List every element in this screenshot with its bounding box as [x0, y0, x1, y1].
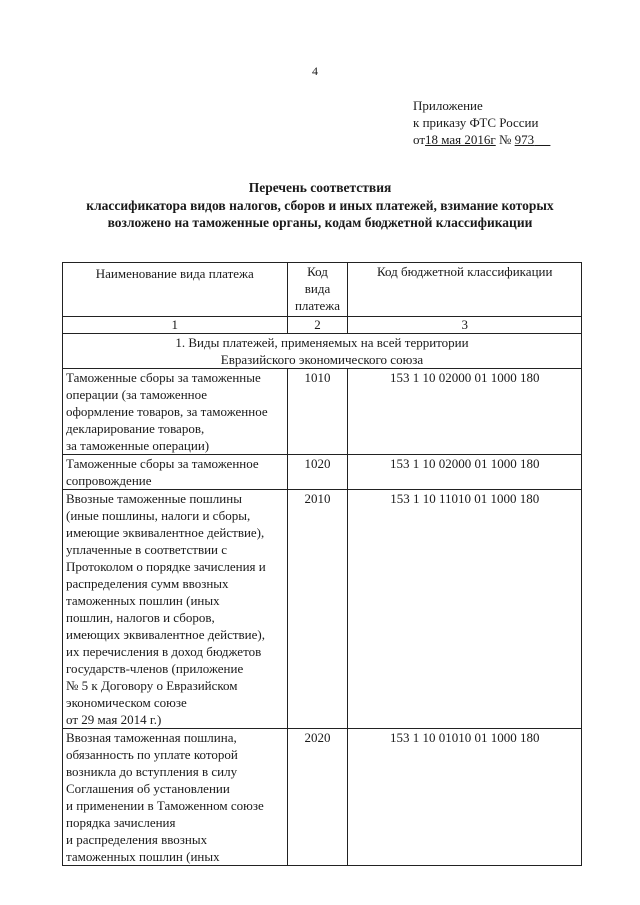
- header-code-line: платежа: [294, 298, 341, 313]
- name-line: и распределения ввозных: [66, 832, 208, 847]
- table-row: [63, 490, 582, 729]
- budget-code: 153 1 10 11010 01 1000 180: [348, 490, 582, 729]
- name-line: (иные пошлины, налоги и сборы,: [66, 508, 251, 523]
- name-line: и применении в Таможенном союзе: [66, 798, 264, 813]
- name-line: порядка зачисления: [66, 815, 176, 830]
- appendix-line-1: Приложение: [413, 98, 483, 113]
- header-name: Наименование вида платежа: [63, 263, 288, 317]
- section-line: 1. Виды платежей, применяемых на всей территории: [175, 335, 469, 350]
- section-line: Евразийского экономического союза: [220, 352, 424, 367]
- name-line: оформление товаров, за таможенное: [66, 404, 268, 419]
- name-line: обязанность по уплате которой: [66, 747, 238, 762]
- payment-code: 1010: [287, 369, 348, 455]
- name-line: распределения сумм ввозных: [66, 576, 229, 591]
- payment-code: 2010: [287, 490, 348, 729]
- header-code: [287, 263, 348, 317]
- appendix-line-2: к приказу ФТС России: [413, 115, 539, 130]
- table-row: [63, 729, 582, 866]
- title-line-3: возложено на таможенные органы, кодам бюджетной классификации: [107, 215, 533, 230]
- name-line: Ввозная таможенная пошлина,: [66, 730, 237, 745]
- budget-code: 153 1 10 02000 01 1000 180: [348, 455, 582, 490]
- name-line: декларирование товаров,: [66, 421, 205, 436]
- name-line: уплаченные в соответствии с: [66, 542, 228, 557]
- budget-code: 153 1 10 01010 01 1000 180: [348, 729, 582, 866]
- header-code-line: Код: [307, 264, 328, 279]
- column-number: 2: [287, 317, 348, 334]
- name-line: Таможенные сборы за таможенное: [66, 456, 259, 471]
- name-line: № 5 к Договору о Евразийском: [66, 678, 238, 693]
- name-line: пошлин, налогов и сборов,: [66, 610, 215, 625]
- name-line: их перечисления в доход бюджетов: [66, 644, 262, 659]
- table-header-row: [63, 263, 582, 317]
- page-number: 4: [312, 64, 318, 78]
- table-row: [63, 369, 582, 455]
- column-number-row: [63, 317, 582, 334]
- name-line: от 29 мая 2014 г.): [66, 712, 162, 727]
- section-row: [63, 334, 582, 369]
- payment-code: 1020: [287, 455, 348, 490]
- appendix-number: 973: [514, 132, 535, 147]
- payment-name: [63, 490, 288, 729]
- document-title: [40, 179, 600, 232]
- name-line: сопровождение: [66, 473, 152, 488]
- column-number: 1: [63, 317, 288, 334]
- title-line-2: классификатора видов налогов, сборов и иных платежей, взимание которых: [86, 197, 554, 213]
- name-line: операции (за таможенное: [66, 387, 208, 402]
- name-line: таможенных пошлин (иных: [66, 849, 220, 864]
- payment-name: [63, 729, 288, 866]
- name-line: Соглашения об установлении: [66, 781, 230, 796]
- name-line: таможенных пошлин (иных: [66, 593, 220, 608]
- table-row: [63, 455, 582, 490]
- appendix-order-line: [413, 131, 550, 148]
- name-line: государств-членов (приложение: [66, 661, 244, 676]
- payment-name: [63, 455, 288, 490]
- name-line: имеющих эквивалентное действие),: [66, 627, 265, 642]
- column-number: 3: [348, 317, 582, 334]
- appendix-number-sign: №: [499, 132, 512, 147]
- name-line: экономическом союзе: [66, 695, 187, 710]
- name-line: имеющие эквивалентное действие),: [66, 525, 265, 540]
- name-line: за таможенные операции): [66, 438, 210, 453]
- payment-code: 2020: [287, 729, 348, 866]
- name-line: Таможенные сборы за таможенные: [66, 370, 261, 385]
- name-line: Протоколом о порядке зачисления и: [66, 559, 266, 574]
- title-line-1: Перечень соответствия: [248, 180, 392, 195]
- appendix-block: [413, 97, 550, 148]
- header-kbk: Код бюджетной классификации: [348, 263, 582, 317]
- appendix-date: 18 мая 2016г: [425, 132, 496, 147]
- appendix-from: от: [413, 132, 426, 147]
- name-line: Ввозные таможенные пошлины: [66, 491, 242, 506]
- payment-name: [63, 369, 288, 455]
- name-line: возникла до вступления в силу: [66, 764, 238, 779]
- header-code-line: вида: [304, 281, 331, 296]
- appendix-underline-tail: [534, 132, 550, 147]
- classification-table: [62, 262, 582, 866]
- budget-code: 153 1 10 02000 01 1000 180: [348, 369, 582, 455]
- section-heading: [63, 334, 582, 369]
